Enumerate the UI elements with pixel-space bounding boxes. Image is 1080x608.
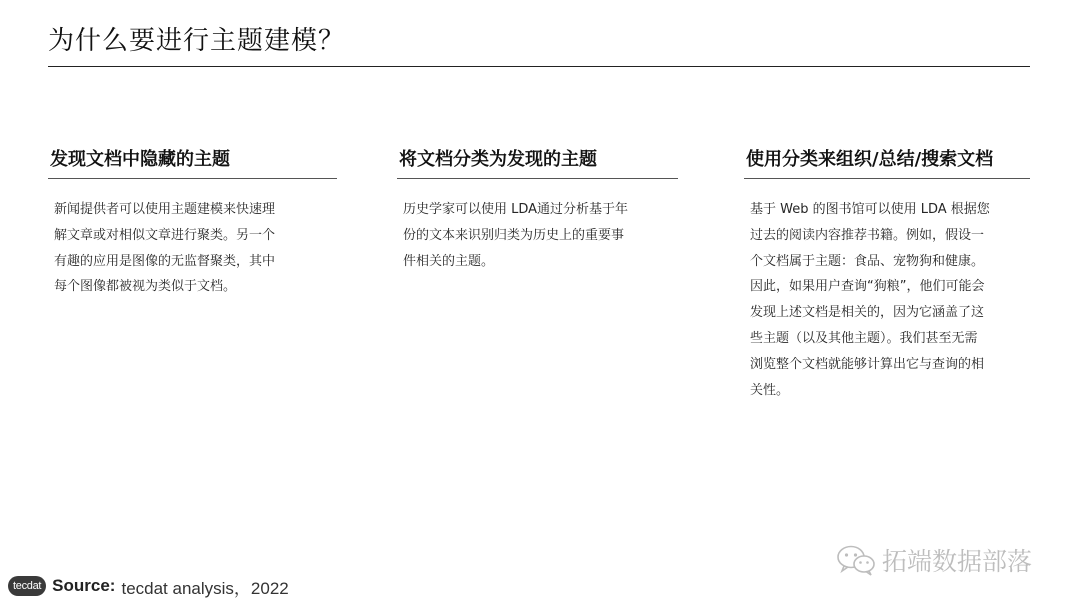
source-text: tecdat analysis，2022 [121,578,289,598]
column-body: 基于 Web 的图书馆可以使用 LDA 根据您过去的阅读内容推荐书籍。例如，假设一个文档属于主题：食品、宠物狗和健康。因此，如果用户查询“狗粮”，他们可能会发现上述文档是相关的，因为它涵盖了这些主题（以及其他主题）。我们甚至无需浏览整个文档就能够计算出它与查询的相关性。 [750,202,990,398]
column-body: 新闻提供者可以使用主题建模来快速理解文章或对相似文章进行聚类。另一个有趣的应用是图像的无监督聚类，其中每个图像都被视为类似于文档。 [54,202,276,295]
column-discover-topics [48,145,337,300]
column-organize-search [744,145,1030,403]
column-heading: 发现文档中隐藏的主题 [48,145,337,179]
column-heading: 将文档分类为发现的主题 [397,145,678,179]
page-title: 为什么要进行主题建模？ [48,26,346,56]
watermark [836,540,1032,580]
column-classify-documents [397,145,678,274]
source-label: Source: [52,576,116,595]
wechat-icon [836,544,876,576]
tecdat-logo: tecdat [8,576,46,596]
watermark-text: 拓端数据部落 [882,547,1033,576]
column-heading: 使用分类来组织/总结/搜索文档 [744,145,1030,179]
source-footer [8,575,289,597]
column-body: 历史学家可以使用 LDA通过分析基于年份的文本来识别归类为历史上的重要事件相关的主题。 [403,202,629,269]
title-divider [48,66,1030,67]
